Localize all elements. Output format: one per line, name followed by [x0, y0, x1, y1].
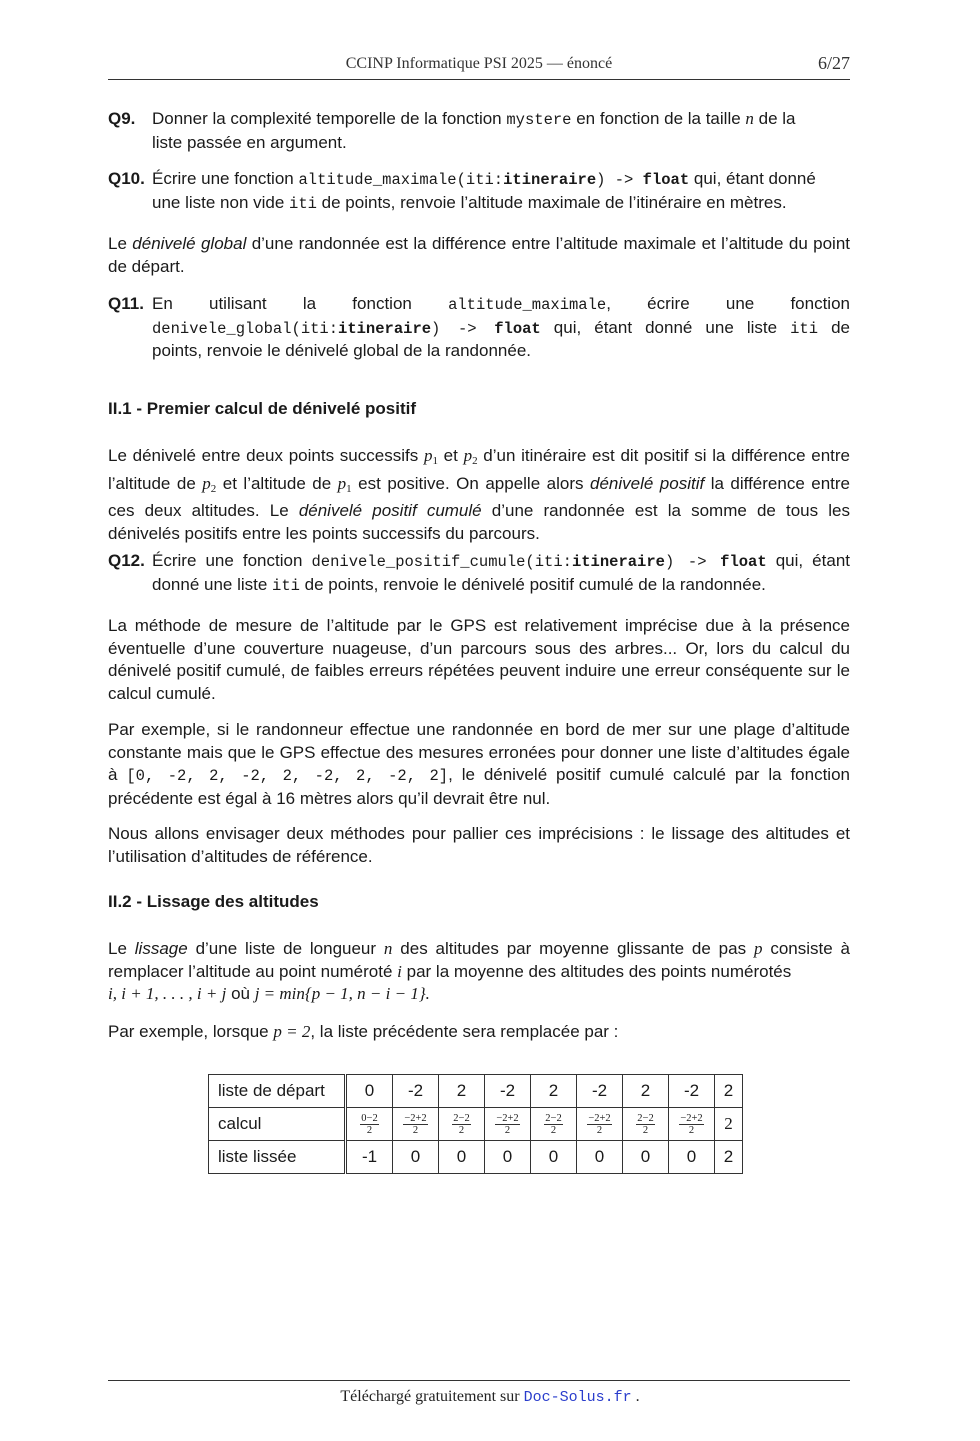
footer-text: . [631, 1388, 640, 1405]
table-cell: 2 [439, 1075, 485, 1108]
row-header: liste de départ [209, 1075, 346, 1108]
doc-solus-link[interactable]: Doc-Solus.fr [523, 1389, 632, 1406]
table-cell: -2 [669, 1075, 715, 1108]
fraction [495, 1113, 519, 1136]
code: ) -> [596, 171, 643, 189]
denominator: 2 [366, 1124, 373, 1136]
text: Le [108, 939, 135, 958]
table-cell: -2 [393, 1075, 439, 1108]
table-cell: 2 [715, 1075, 743, 1108]
emphasis: dénivelé global [132, 234, 247, 253]
paragraph-gps: La méthode de mesure de l’altitude par le GPS est relativement imprécise due à la présence éventuelle d’une couverture nuageuse, d’un parcours sous des arbres... Or, lors du calcul du dénivelé positif cumulé, de faibles erreurs répétées peuvent induire une erreur conséquente sur le calcul cumulé. [108, 616, 850, 703]
text: Le [108, 234, 133, 253]
numerator: −2+2 [680, 1112, 703, 1124]
text: est positive. On appelle alors [351, 473, 590, 493]
table-cell [346, 1108, 393, 1141]
table-cell [485, 1108, 531, 1141]
row-header: calcul [209, 1108, 346, 1141]
table-cell: 2 [715, 1108, 743, 1141]
code: denivele_positif_cumule(iti: [311, 553, 572, 571]
code: iti [272, 576, 300, 595]
text: d’un itinéraire est dit positif si la différence entre l’altitude de [108, 446, 851, 493]
page-header [108, 55, 850, 80]
code-list: [0, -2, 2, -2, 2, -2, 2, -2, 2] [126, 767, 449, 785]
table-cell [623, 1108, 669, 1141]
math-var: i [397, 961, 402, 981]
fraction [587, 1113, 611, 1136]
row-header: liste lissée [209, 1141, 346, 1174]
table-cell: -2 [577, 1075, 623, 1108]
math-sequence: i, i + 1, . . . , i + j [108, 984, 227, 1003]
table-cell [669, 1108, 715, 1141]
table-cell [439, 1108, 485, 1141]
numerator: −2+2 [588, 1112, 611, 1124]
code: altitude_maximale(iti: [298, 171, 504, 189]
table-cell [577, 1108, 623, 1141]
question-q11 [108, 293, 850, 363]
text: Le dénivelé entre deux points successifs [108, 446, 424, 465]
text: , la liste précédente sera remplacée par : [310, 1022, 619, 1041]
table-row [209, 1108, 743, 1141]
subscript: 1 [432, 455, 438, 467]
math-var: n [383, 939, 393, 958]
question-label: Q12. [108, 551, 145, 570]
question-text [152, 293, 850, 363]
text: , écrire une fonction [606, 294, 850, 313]
paragraph-lissage [108, 938, 850, 1006]
fraction [636, 1113, 654, 1136]
numerator: −2+2 [404, 1112, 427, 1124]
table-cell: 0 [669, 1141, 715, 1174]
code: ) -> [431, 319, 495, 338]
text: d’une randonnée est la somme de tous les dénivelés positifs entre les points successifs du parcours. [108, 501, 851, 543]
page-footer [0, 1388, 980, 1406]
math-var: p [202, 473, 211, 493]
text: par la moyenne des altitudes des points numérotés [401, 961, 792, 981]
subscript: 1 [346, 482, 352, 495]
table-cell [531, 1108, 577, 1141]
text: Par exemple, si le randonneur effectue une randonnée en bord de mer sur une plage d’altitude constante mais que le GPS effectue des mesures erronées pour donner une liste d’altitudes égale à [108, 720, 850, 784]
table-cell: 0 [623, 1141, 669, 1174]
text: liste passée en argument. [152, 132, 347, 152]
paragraph-methods: Nous allons envisager deux méthodes pour pallier ces imprécisions : le lissage des altitudes et l’utilisation d’altitudes de référence. [108, 824, 850, 866]
numerator: 0−2 [361, 1112, 378, 1124]
text: où [226, 984, 255, 1003]
text: la différence entre ces deux altitudes. Le [108, 473, 851, 520]
smoothing-table [208, 1074, 743, 1174]
header-title: CCINP Informatique PSI 2025 — énoncé [345, 55, 613, 72]
math-var: p [753, 939, 763, 958]
table-cell: 0 [346, 1075, 393, 1108]
question-text [152, 108, 850, 154]
code: altitude_maximale [448, 296, 607, 314]
emphasis: dénivelé positif [589, 473, 705, 493]
question-label: Q9. [108, 109, 136, 128]
question-label: Q10. [108, 169, 145, 188]
text: Écrire une fonction [152, 551, 312, 570]
text: En utilisant la fonction [152, 294, 449, 313]
table-row [209, 1141, 743, 1174]
text: qui, étant [766, 551, 850, 570]
table-cell: 2 [715, 1141, 743, 1174]
code-type: itineraire [503, 171, 597, 189]
text: et [437, 446, 464, 465]
table-cell: 0 [485, 1141, 531, 1174]
text: qui, étant donné une liste [540, 317, 791, 337]
math-var: p [423, 446, 433, 465]
code: ) -> [664, 553, 721, 571]
text: qui, étant donné [689, 169, 816, 188]
code-type: itineraire [338, 319, 432, 338]
denominator: 2 [596, 1124, 603, 1136]
paragraph-global [108, 233, 850, 278]
text: Par exemple, lorsque [108, 1022, 274, 1041]
question-text [152, 550, 850, 597]
text: , le dénivelé positif cumulé calculé par la fonction précédente est égal à 16 mètres alors qu’il devrait être nul. [108, 765, 850, 808]
text: d’une liste de longueur [187, 939, 384, 958]
text: de [818, 317, 850, 337]
text: de points, renvoie l’altitude maximale de l’itinéraire en mètres. [316, 192, 787, 212]
code-mystere: mystere [506, 111, 572, 129]
text: de la [753, 109, 796, 128]
code: denivele_global(iti: [152, 319, 339, 338]
text: points, renvoie le dénivelé global de la randonnée. [152, 341, 531, 360]
text: d’une randonnée est la différence entre l’altitude maximale et l’altitude du point de départ. [108, 234, 851, 276]
fraction [452, 1113, 470, 1136]
question-label: Q11. [108, 294, 144, 313]
text: de points, renvoie le dénivelé positif cumulé de la randonnée. [299, 574, 766, 594]
code-type: float [494, 319, 541, 338]
code: iti [289, 194, 317, 213]
math-var: p [337, 473, 347, 493]
question-q12 [108, 550, 850, 597]
table-row [209, 1075, 743, 1108]
numerator: −2+2 [496, 1112, 519, 1124]
table-cell: 2 [531, 1075, 577, 1108]
text: en fonction de la taille [571, 109, 746, 128]
text: donné une liste [152, 574, 273, 594]
numerator: 2−2 [453, 1112, 470, 1124]
section-heading-ii2: II.2 - Lissage des altitudes [108, 892, 319, 911]
question-q9 [108, 108, 850, 154]
table-cell: 0 [577, 1141, 623, 1174]
text: consiste à remplacer l’altitude au point numéroté [108, 939, 851, 981]
code-type: float [642, 171, 690, 189]
math-var: p [463, 446, 473, 465]
denominator: 2 [642, 1124, 649, 1136]
text: Écrire une fonction [152, 169, 299, 188]
numerator: 2−2 [637, 1112, 654, 1124]
denominator: 2 [688, 1124, 695, 1136]
emphasis: dénivelé positif cumulé [298, 501, 482, 520]
denominator: 2 [504, 1124, 511, 1136]
text: des altitudes par moyenne glissante de pas [392, 939, 754, 958]
table-cell: 0 [531, 1141, 577, 1174]
paragraph-forexample [108, 1021, 850, 1044]
code-type: itineraire [571, 553, 665, 571]
fraction [544, 1113, 562, 1136]
denominator: 2 [458, 1124, 465, 1136]
fraction [360, 1113, 378, 1136]
paragraph-example [108, 719, 850, 810]
table-cell: 0 [439, 1141, 485, 1174]
paragraph-definition [108, 445, 850, 545]
table-cell: -1 [346, 1141, 393, 1174]
footer-text: Téléchargé gratuitement sur [340, 1388, 524, 1405]
table-cell [393, 1108, 439, 1141]
footer-rule [108, 1380, 850, 1381]
denominator: 2 [550, 1124, 557, 1136]
subscript: 2 [472, 455, 478, 467]
text: Donner la complexité temporelle de la fonction [152, 109, 507, 128]
code-type: float [720, 553, 767, 571]
section-heading-ii1: II.1 - Premier calcul de dénivelé positif [108, 399, 417, 418]
page-number: 6/27 [817, 53, 850, 73]
math-equation: j = min{p − 1, n − i − 1}. [254, 984, 430, 1003]
code: iti [790, 319, 819, 338]
math-var: n [745, 109, 754, 128]
denominator: 2 [412, 1124, 419, 1136]
question-q10 [108, 168, 850, 215]
math-equation: p = 2 [273, 1022, 311, 1041]
table-cell: 0 [393, 1141, 439, 1174]
text: une liste non vide [152, 192, 290, 212]
question-text [152, 168, 850, 215]
text: et l’altitude de [216, 473, 338, 493]
emphasis: lissage [134, 939, 188, 958]
table-cell: 2 [623, 1075, 669, 1108]
fraction [403, 1113, 427, 1136]
fraction [679, 1113, 703, 1136]
table-cell: -2 [485, 1075, 531, 1108]
numerator: 2−2 [545, 1112, 562, 1124]
subscript: 2 [210, 482, 217, 495]
